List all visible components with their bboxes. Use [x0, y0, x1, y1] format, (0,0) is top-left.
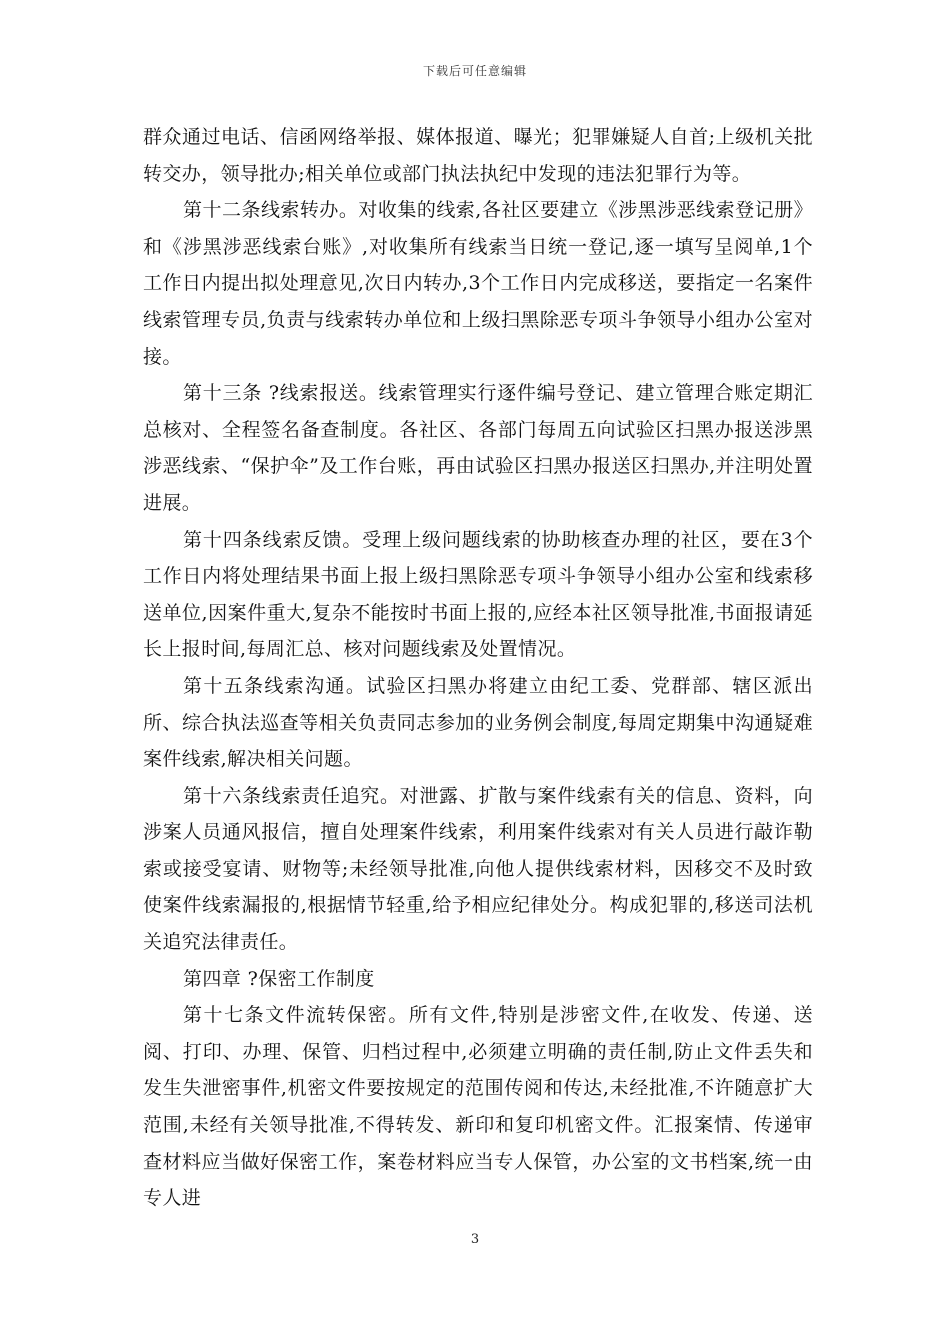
paragraph-article-15: 第十五条线索沟通。试验区扫黑办将建立由纪工委、党群部、辖区派出所、综合执法巡查等相关负责同志参加的业务例会制度,每周定期集中沟通疑难案件线索,解决相关问题。: [143, 674, 813, 771]
paragraph-article-14: 第十四条线索反馈。受理上级问题线索的协助核查办理的社区，要在3个工作日内将处理结果书面上报上级扫黑除恶专项斗争领导小组办公室和线索移送单位,因案件重大,复杂不能按时书面上报的,应经本社区领导批准,书面报请延长上报时间,每周汇总、核对问题线索及处置情况。: [143, 528, 813, 661]
paragraph-article-17: 第十七条文件流转保密。所有文件,特别是涉密文件,在收发、传递、送阅、打印、办理、保管、归档过程中,必须建立明确的责任制,防止文件丢失和发生失泄密事件,机密文件要按规定的范围传阅和传达,未经批准,不许随意扩大范围,未经有关领导批准,不得转发、新印和复印机密文件。汇报案情、传递审查材料应当做好保密工作，案卷材料应当专人保管，办公室的文书档案,统一由专人进: [143, 1004, 813, 1210]
paragraph-article-13: 第十三条 ?线索报送。线索管理实行逐件编号登记、建立管理合账定期汇总核对、全程签名备查制度。各社区、各部门每周五向试验区扫黑办报送涉黑涉恶线索、“保护伞”及工作台账，再由试验区扫黑办报送区扫黑办,并注明处置进展。: [143, 382, 813, 514]
paragraph-article-16: 第十六条线索责任追究。对泄露、扩散与案件线索有关的信息、资料，向涉案人员通风报信，擅自处理案件线索，利用案件线索对有关人员进行敲诈勒索或接受宴请、财物等;未经领导批准,向他人提供线索材料，因移交不及时致使案件线索漏报的,根据情节轻重,给予相应纪律处分。构成犯罪的,移送司法机关追究法律责任。: [143, 784, 813, 954]
page-number: 3: [470, 1232, 480, 1247]
paragraph-continuation: 群众通过电话、信函网络举报、媒体报道、曝光；犯罪嫌疑人自首;上级机关批转交办，领导批办;相关单位或部门执法执纪中发现的违法犯罪行为等。: [143, 126, 813, 185]
chapter-heading: 第四章 ?保密工作制度: [183, 967, 375, 990]
page-header-note: 下载后可任意编辑: [422, 64, 527, 78]
document-body: [143, 119, 813, 1217]
paragraph-article-12: 第十二条线索转办。对收集的线索,各社区要建立《涉黑涉恶线索登记册》和《涉黑涉恶线索台账》,对收集所有线索当日统一登记,逐一填写呈阅单,1个工作日内提出拟处理意见,次日内转办,3个工作日内完成移送，要指定一名案件线索管理专员,负责与线索转办单位和上级扫黑除恶专项斗争领导小组办公室对接。: [143, 199, 813, 368]
